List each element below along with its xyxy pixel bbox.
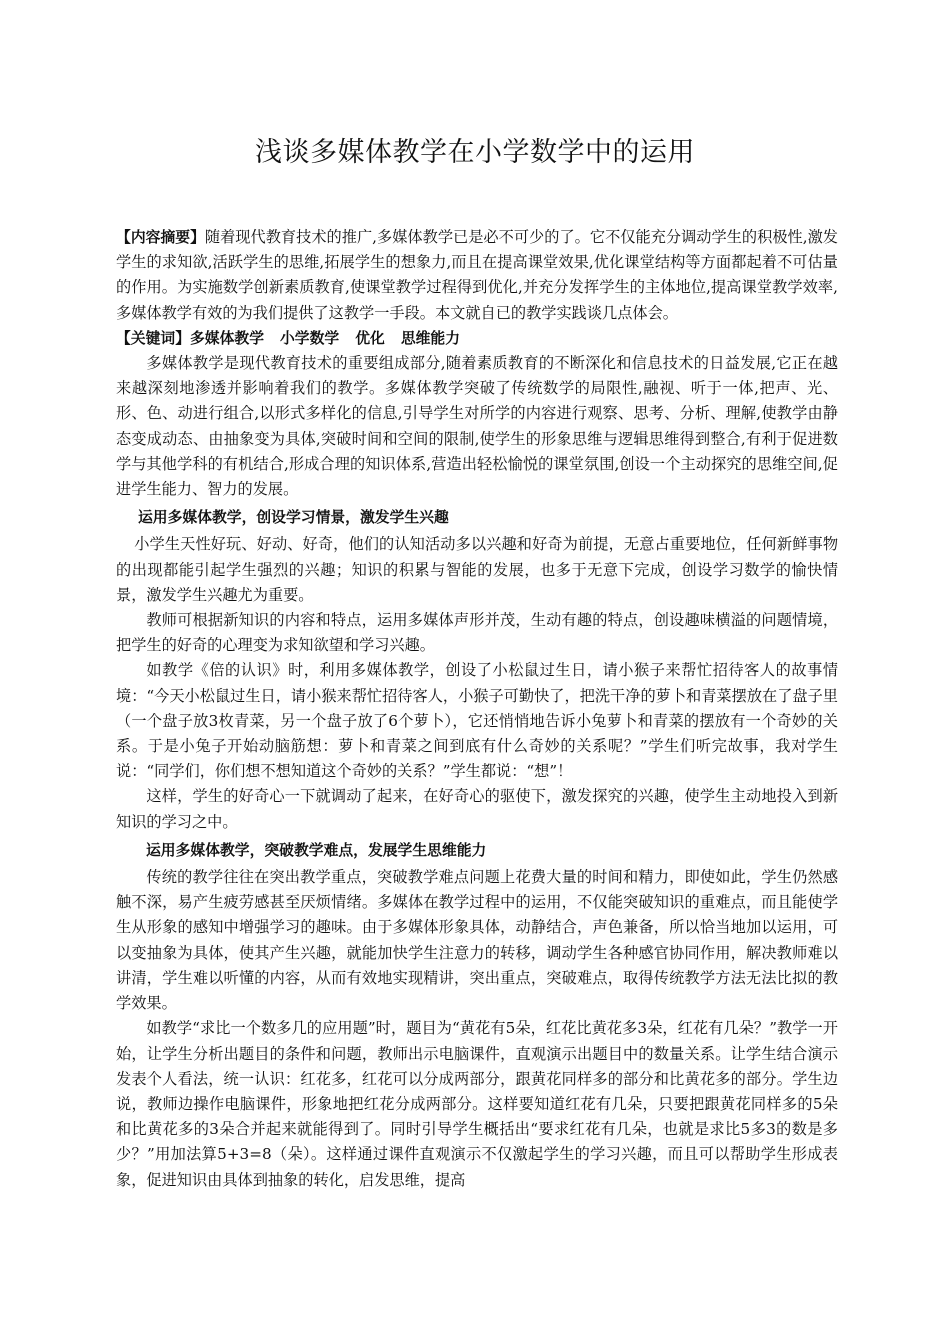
keyword: 思维能力 <box>400 329 461 347</box>
keyword: 多媒体教学 <box>190 329 264 347</box>
section-heading: 运用多媒体教学，创设学习情景，激发学生兴趣 <box>138 509 449 527</box>
abstract-label: 【内容摘要】 <box>116 229 205 246</box>
section-heading: 运用多媒体教学，突破教学难点，发展学生思维能力 <box>146 841 487 859</box>
abstract-text: 随着现代教育技术的推广,多媒体教学已是必不可少的了。它不仅能充分调动学生的积极性,激发学生的求知欲,活跃学生的思维,拓展学生的想象力,而且在提高课堂效果,优化课堂结构等方面都起着不可估量的作用。为实施数学创新素质教育,使课堂教学过程得到优化,并充分发挥学生的主体地位,提高课堂教学效率,多媒体教学有效的为我们提供了这教学一手段。本文就自已的教学实践谈几点体会。 <box>116 228 838 322</box>
keyword: 小学数学 <box>280 329 340 347</box>
body-paragraph: 如教学“求比一个数多几的应用题”时，题目为“黄花有5朵，红花比黄花多3朵，红花有几朵？”教学一开始，让学生分析出题目的条件和问题，教师出示电脑课件，直观演示出题目中的数量关系。让学生结合演示发表个人看法，统一认识：红花多，红花可以分成两部分，跟黄花同样多的部分和比黄花多的部分。学生边说，教师边操作电脑课件，形象地把红花分成两部分。这样要知道红花有几朵，只要把跟黄花同样多的5朵和比黄花多的3朵合并起来就能得到了。同时引导学生概括出“要求红花有几朵，也就是求比5多3的数是多少？”用加法算5+3=8（朵）。这样通过课件直观演示不仅激起学生的学习兴趣，而且可以帮助学生形成表象，促进知识由具体到抽象的转化，启发思维，提高 <box>116 1019 838 1189</box>
body-paragraph: 如教学《倍的认识》时，利用多媒体教学，创设了小松鼠过生日，请小猴子来帮忙招待客人的故事情境：“今天小松鼠过生日，请小猴来帮忙招待客人，小猴子可勤快了，把洗干净的萝卜和青菜摆放在了盘子里（一个盘子放3枚青菜，另一个盘子放了6个萝卜），它还悄悄地告诉小兔萝卜和青菜的摆放有一个奇妙的关系。于是小兔子开始动脑筋想：萝卜和青菜之间到底有什么奇妙的关系呢？”学生们听完故事，我对学生说：“同学们，你们想不想知道这个奇妙的关系？”学生都说：“想”！ <box>116 661 838 781</box>
body-paragraph: 传统的教学往往在突出教学重点，突破教学难点问题上花费大量的时间和精力，即使如此，学生仍然感触不深，易产生疲劳感甚至厌烦情绪。多媒体在教学过程中的运用，不仅能突破知识的重难点，而且能使学生从形象的感知中增强学习的趣味。由于多媒体形象具体，动静结合，声色兼备，所以恰当地加以运用，可以变抽象为具体，使其产生兴趣，就能加快学生注意力的转移，调动学生各种感官协同作用，解决教师难以讲清，学生难以听懂的内容，从而有效地实现精讲，突出重点，突破难点，取得传统教学方法无法比拟的教学效果。 <box>116 868 838 1013</box>
document-title: 浅谈多媒体教学在小学数学中的运用 <box>255 137 695 168</box>
intro-paragraph: 多媒体教学是现代教育技术的重要组成部分,随着素质教育的不断深化和信息技术的日益发展,它正在越来越深刻地渗透并影响着我们的教学。多媒体教学突破了传统数学的局限性,融视、听于一体,把声、光、形、色、动进行组合,以形式多样化的信息,引导学生对所学的内容进行观察、思考、分析、理解,使教学由静态变成动态、由抽象变为具体,突破时间和空间的限制,使学生的形象思维与逻辑思维得到整合,有利于促进数学与其他学科的有机结合,形成合理的知识体系,营造出轻松愉悦的课堂氛围,创设一个主动探究的思维空间,促进学生能力、智力的发展。 <box>116 354 838 499</box>
body-paragraph: 教师可根据新知识的内容和特点，运用多媒体声形并茂，生动有趣的特点，创设趣味横溢的问题情境，把学生的好奇的心理变为求知欲望和学习兴趣。 <box>116 611 838 655</box>
body-paragraph: 小学生天性好玩、好动、好奇，他们的认知活动多以兴趣和好奇为前提，无意占重要地位，任何新鲜事物的出现都能引起学生强烈的兴趣；知识的积累与智能的发展，也多于无意下完成，创设学习数学的愉快情景，激发学生兴趣尤为重要。 <box>116 535 838 604</box>
document-body <box>116 225 838 1193</box>
keywords-line <box>116 326 838 351</box>
keywords-label: 【关键词】 <box>116 329 190 347</box>
body-paragraph: 这样，学生的好奇心一下就调动了起来，在好奇心的驱使下，激发探究的兴趣，使学生主动地投入到新知识的学习之中。 <box>116 787 838 831</box>
abstract-paragraph <box>116 225 838 326</box>
keyword: 优化 <box>355 329 385 347</box>
